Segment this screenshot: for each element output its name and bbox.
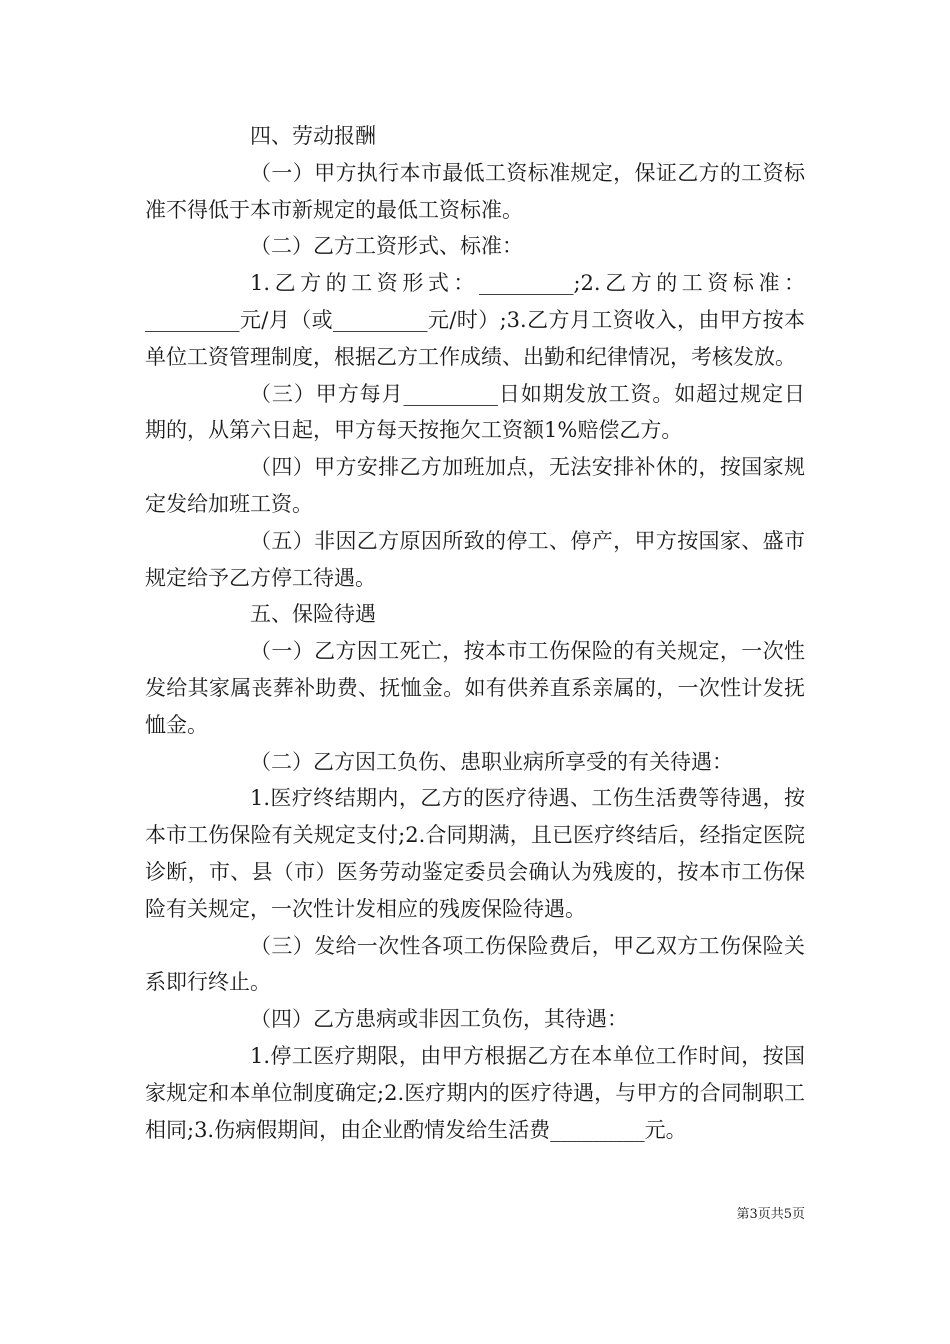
clause-paragraph: （四）甲方安排乙方加班加点，无法安排补休的，按国家规定发给加班工资。 (145, 455, 805, 516)
document-body (145, 118, 805, 1148)
clause-paragraph: （四）乙方患病或非因工负伤，其待遇： (250, 1007, 628, 1032)
clause-paragraph: 1.停工医疗期限，由甲方根据乙方在本单位工作时间，按国家规定和本单位制度确定;2.医疗期内的医疗待遇，与甲方的合同制职工相同;3.伤病假期间，由企业酌情发给生活费_________元。 (145, 1043, 805, 1142)
section-heading-insurance: 五、保险待遇 (250, 602, 376, 627)
section-heading-labor-pay: 四、劳动报酬 (250, 124, 376, 148)
clause-paragraph: 1.乙方的工资形式：_________;2.乙方的工资标准：_________元/月（或_________元/时）;3.乙方月工资收入，由甲方按本单位工资管理制度，根据乙方工作成绩、出勤和纪律情况，考核发放。 (145, 271, 805, 369)
clause-paragraph: （三）甲方每月_________日如期发放工资。如超过规定日期的，从第六日起，甲方每天按拖欠工资额1%赔偿乙方。 (145, 381, 805, 443)
clause-paragraph: （五）非因乙方原因所致的停工、停产，甲方按国家、盛市规定给予乙方停工待遇。 (145, 528, 805, 590)
clause-paragraph: （三）发给一次性各项工伤保险费后，甲乙双方工伤保险关系即行终止。 (145, 933, 805, 995)
page-number-footer: 第3页共5页 (736, 1207, 805, 1222)
clause-paragraph: （二）乙方因工负伤、患职业病所享受的有关待遇： (250, 749, 733, 774)
clause-paragraph: （一）甲方执行本市最低工资标准规定，保证乙方的工资标准不得低于本市新规定的最低工资标准。 (145, 160, 805, 222)
clause-paragraph: 1.医疗终结期内，乙方的医疗待遇、工伤生活费等待遇，按本市工伤保险有关规定支付;2.合同期满，且已医疗终结后，经指定医院诊断，市、县（市）医务劳动鉴定委员会确认为残废的，按本市工伤保险有关规定，一次性计发相应的残废保险待遇。 (145, 786, 805, 921)
clause-paragraph: （二）乙方工资形式、标准： (250, 234, 523, 259)
clause-paragraph: （一）乙方因工死亡，按本市工伤保险的有关规定，一次性发给其家属丧葬补助费、抚恤金。如有供养直系亲属的，一次性计发抚恤金。 (145, 639, 805, 737)
